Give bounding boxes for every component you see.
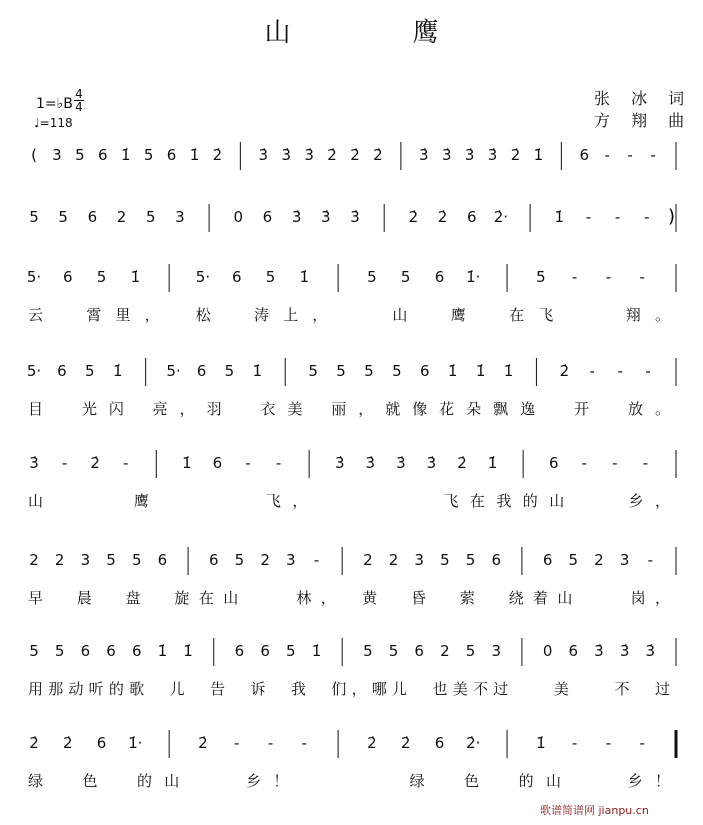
note: 5 [568, 551, 579, 569]
note: 6 [434, 268, 445, 286]
note: - [642, 454, 649, 472]
lyric-line: 山 鹰 飞， 飞在我的山 乡， [28, 492, 670, 510]
note: 3̇ [321, 208, 331, 226]
note: 1̇ [252, 362, 263, 380]
note: 5 [336, 362, 346, 380]
note: - [644, 208, 650, 226]
note: 6 [548, 454, 559, 472]
note: 5 [400, 268, 411, 286]
note: 6 [542, 551, 553, 569]
note: 3̇ [619, 642, 630, 660]
note: 2̇ [29, 734, 39, 752]
lyric-line: 绿 色 的山 乡！ 绿 色 的山 乡！ [28, 772, 670, 790]
note: 3̇ [281, 146, 291, 164]
note: 2̇ [350, 146, 360, 164]
note: 2 [594, 551, 604, 569]
note: - [585, 208, 592, 226]
note: 6 [166, 146, 177, 164]
note: 3̇ [334, 454, 345, 472]
note: 3̇ [365, 454, 376, 472]
note: 1̇· [128, 734, 143, 752]
page-title: 山 鹰 [264, 18, 487, 48]
note: 6 [212, 454, 223, 472]
note: 6 [262, 208, 273, 226]
note: - [571, 734, 578, 752]
note: 2̇ [367, 734, 377, 752]
note: 5 [536, 268, 546, 286]
note: - [571, 268, 578, 286]
note: 0 [542, 642, 553, 660]
note: 2̇ [373, 146, 383, 164]
note: - [639, 268, 645, 286]
note: 5· [195, 268, 211, 286]
note: 6 [234, 642, 245, 660]
note: - [617, 362, 623, 380]
note: 2̇ [212, 146, 223, 164]
note: 2 [260, 551, 270, 569]
note: 3̇ [396, 454, 406, 472]
note: - [123, 454, 129, 472]
note: 1̇ [487, 454, 498, 472]
lyric-line: 目 光闪 亮，羽 衣美 丽，就像花朵飘逸 开 放。 [28, 400, 670, 418]
note: 1̇· [466, 268, 481, 286]
note: ( [31, 146, 37, 164]
note: - [605, 734, 612, 752]
note: 2 [388, 551, 399, 569]
note: 5 [392, 362, 402, 380]
lyricist-credit: 张 冰 词 [594, 89, 693, 108]
note: 1̇ [157, 642, 168, 660]
note: 6 [196, 362, 207, 380]
note: 1̇ [536, 734, 546, 752]
note: 2̇ [510, 146, 521, 164]
note: - [604, 146, 610, 164]
note: 3̇ [594, 642, 604, 660]
note: 3̇ [29, 454, 39, 472]
note: 1̇ [311, 642, 322, 660]
note: 2̇ [63, 734, 73, 752]
note: 1̇ [299, 268, 310, 286]
note: - [313, 551, 320, 569]
note: 5· [26, 362, 42, 380]
note: - [581, 454, 587, 472]
note: 1̇ [120, 146, 131, 164]
note: 6 [231, 268, 242, 286]
note: 3 [175, 208, 185, 226]
note: 2̇ [198, 734, 208, 752]
note: 5 [465, 551, 476, 569]
note: 1̇ [189, 146, 200, 164]
note: 5 [131, 551, 142, 569]
note: - [612, 454, 618, 472]
note: 5 [58, 208, 68, 226]
note: 6 [96, 734, 107, 752]
note: 2̇ [400, 734, 411, 752]
note: 3̇ [419, 146, 429, 164]
note: 6 [106, 642, 116, 660]
note: 5 [75, 146, 85, 164]
note: 5 [29, 208, 39, 226]
note: 3̇ [258, 146, 269, 164]
note: - [614, 208, 621, 226]
note: - [605, 268, 612, 286]
note: 6 [80, 642, 91, 660]
note: 3̇ [464, 146, 475, 164]
note: 2 [116, 208, 127, 226]
note: 5 [224, 362, 235, 380]
site-watermark: 歌谱简谱网 jianpu.cn [540, 804, 649, 817]
note: 5 [265, 268, 276, 286]
note: 5· [166, 362, 181, 380]
note: 1̇ [475, 362, 486, 380]
note: 1̇ [447, 362, 458, 380]
note: 5 [388, 642, 399, 660]
note: 1̇ [112, 362, 123, 380]
note: 3̇ [350, 208, 360, 226]
note: 1̇ [503, 362, 514, 380]
note: - [647, 551, 654, 569]
note: 1̇ [533, 146, 544, 164]
note: - [234, 734, 240, 752]
note: 2 [363, 551, 373, 569]
note: 5 [465, 642, 476, 660]
note: 2̇ [559, 362, 570, 380]
note: 5 [96, 268, 107, 286]
note: 3̇ [304, 146, 314, 164]
note: 6 [131, 642, 142, 660]
note: 5 [54, 642, 65, 660]
note: 0 [233, 208, 244, 226]
note: 3̇ [441, 146, 452, 164]
note: 6 [466, 208, 477, 226]
note: 1̇ [130, 268, 141, 286]
note: 5 [29, 642, 39, 660]
key-signature: 1=♭B [36, 96, 73, 112]
note: 6 [63, 268, 73, 286]
note: 5 [367, 268, 377, 286]
time-signature-bottom: 4 [75, 100, 83, 114]
note: 3 [286, 551, 296, 569]
composer-credit: 方 翔 曲 [594, 111, 693, 130]
note: 5· [26, 268, 42, 286]
note: 3 [52, 146, 62, 164]
note: 5 [286, 642, 296, 660]
note: 3̇ [426, 454, 437, 472]
note: 2̇ [457, 454, 467, 472]
note: - [275, 454, 282, 472]
note: 6 [87, 208, 98, 226]
note: - [645, 362, 651, 380]
note: 3 [619, 551, 630, 569]
tempo-marking: ♩=118 [34, 116, 73, 130]
note: 6 [98, 146, 108, 164]
note: 6 [260, 642, 270, 660]
note: 6 [208, 551, 219, 569]
note: 1̇ [554, 208, 565, 226]
note: 3 [491, 642, 502, 660]
note: - [627, 146, 633, 164]
note: 1̇ [182, 454, 192, 472]
note: 1̇ [183, 642, 193, 660]
note: - [61, 454, 68, 472]
note: 2̇ [437, 208, 448, 226]
note: - [589, 362, 595, 380]
paren-close: ) [668, 206, 676, 227]
note: 5 [85, 362, 95, 380]
note: 2̇ [327, 146, 337, 164]
note: 2̇ [408, 208, 419, 226]
note: - [267, 734, 274, 752]
note: 6 [491, 551, 502, 569]
note: 3̇ [645, 642, 656, 660]
note: 5 [234, 551, 245, 569]
note: 2̇ [90, 454, 100, 472]
lyric-line: 早 晨 盘 旋在山 林， 黄 昏 萦 绕着山 岗， [28, 589, 670, 607]
note: 3 [80, 551, 91, 569]
note: 2 [29, 551, 39, 569]
note: 6 [420, 362, 430, 380]
note: 5 [440, 551, 450, 569]
note: - [301, 734, 308, 752]
note: 2̇· [493, 208, 509, 226]
note: 5 [145, 208, 156, 226]
note: 3̇ [291, 208, 302, 226]
note: 6 [568, 642, 579, 660]
note: 6 [57, 362, 67, 380]
note: 2 [54, 551, 65, 569]
lyric-line: 云 霄里， 松 涛上， 山 鹰 在飞 翔。 [28, 306, 670, 324]
note: 6 [157, 551, 168, 569]
note: - [245, 454, 251, 472]
note: 3̇ [487, 146, 498, 164]
time-signature-top: 4 [75, 87, 83, 101]
note: - [639, 734, 645, 752]
note: 2̇· [466, 734, 481, 752]
note: 6 [434, 734, 445, 752]
note: - [650, 146, 656, 164]
lyric-line: 用那动听的歌 儿 告 诉 我 们，哪儿 也美不过 美 不 过 [28, 680, 670, 698]
note: 5 [364, 362, 374, 380]
note: 5 [363, 642, 373, 660]
note: 3 [414, 551, 424, 569]
note: 6 [414, 642, 424, 660]
note: 5 [143, 146, 154, 164]
note: 5 [308, 362, 318, 380]
note: 5 [106, 551, 116, 569]
note: 2 [440, 642, 450, 660]
note: 6 [579, 146, 590, 164]
